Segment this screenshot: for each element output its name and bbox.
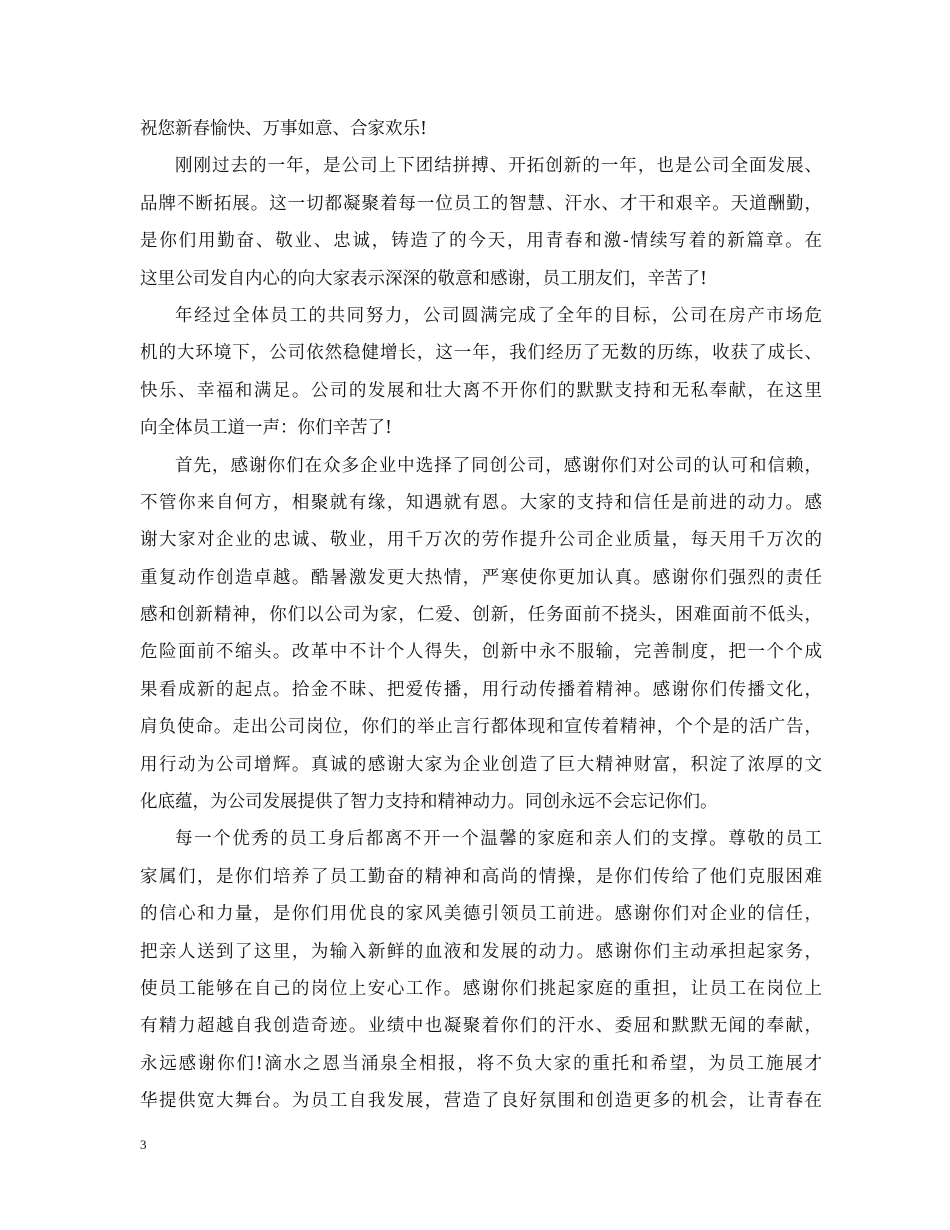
text-line: 快乐、幸福和满足。公司的发展和壮大离不开你们的默默支持和无私奉献，在这里	[140, 380, 822, 401]
text-line: 的信心和力量，是你们用优良的家风美德引领员工前进。感谢你们对企业的信任，	[140, 904, 822, 925]
text-line: 向全体员工道一声：你们辛苦了!	[140, 418, 393, 439]
text-line: 是你们用勤奋、敬业、忠诚，铸造了的今天，用青春和激-情续写着的新篇章。在	[140, 231, 822, 252]
text-line: 华提供宽大舞台。为员工自我发展，营造了良好氛围和创造更多的机会，让青春在	[140, 1091, 822, 1112]
text-line: 肩负使命。走出公司岗位，你们的举止言行都体现和宣传着精神，个个是的活广告，	[140, 717, 822, 738]
text-line: 家属们，是你们培养了员工勤奋的精神和高尚的情操，是你们传给了他们克服困难	[140, 866, 822, 887]
text-line: 首先，感谢你们在众多企业中选择了同创公司，感谢你们对公司的认可和信赖，	[175, 455, 822, 476]
text-line: 祝您新春愉快、万事如意、合家欢乐!	[140, 119, 428, 139]
text-line: 化底蕴，为公司发展提供了智力支持和精神动力。同创永远不会忘记你们。	[140, 792, 718, 813]
text-line: 这里公司发自内心的向大家表示深深的敬意和感谢，员工朋友们，辛苦了!	[140, 268, 708, 289]
text-line: 重复动作创造卓越。酷暑激发更大热情，严寒使你更加认真。感谢你们强烈的责任	[140, 567, 822, 588]
text-line: 果看成新的起点。拾金不昧、把爱传播，用行动传播着精神。感谢你们传播文化，	[140, 679, 822, 700]
text-line: 年经过全体员工的共同努力，公司圆满完成了全年的目标，公司在房产市场危	[175, 305, 822, 326]
text-line: 有精力超越自我创造奇迹。业绩中也凝聚着你们的汗水、委屈和默默无闻的奉献，	[140, 1016, 822, 1037]
text-line: 品牌不断拓展。这一切都凝聚着每一位员工的智慧、汗水、才干和艰辛。天道酬勤，	[140, 193, 822, 214]
text-line: 用行动为公司增辉。真诚的感谢大家为企业创造了巨大精神财富，积淀了浓厚的文	[140, 754, 822, 775]
document-body	[140, 111, 822, 1121]
text-line: 把亲人送到了这里，为输入新鲜的血液和发展的动力。感谢你们主动承担起家务，	[140, 941, 822, 962]
text-line: 永远感谢你们!滴水之恩当涌泉全相报，将不负大家的重托和希望，为员工施展才	[140, 1053, 822, 1074]
text-line: 不管你来自何方，相聚就有缘，知遇就有恩。大家的支持和信任是前进的动力。感	[140, 492, 822, 513]
text-line: 谢大家对企业的忠诚、敬业，用千万次的劳作提升公司企业质量，每天用千万次的	[140, 530, 822, 551]
text-line: 每一个优秀的员工身后都离不开一个温馨的家庭和亲人们的支撑。尊敬的员工	[175, 829, 822, 850]
page-number: 3	[140, 1137, 147, 1152]
text-line: 机的大环境下，公司依然稳健增长，这一年，我们经历了无数的历练，收获了成长、	[140, 343, 822, 364]
text-line: 刚刚过去的一年，是公司上下团结拼搏、开拓创新的一年，也是公司全面发展、	[175, 156, 822, 177]
text-line: 使员工能够在自己的岗位上安心工作。感谢你们挑起家庭的重担，让员工在岗位上	[140, 978, 822, 999]
text-line: 危险面前不缩头。改革中不计个人得失，创新中永不服输，完善制度，把一个个成	[140, 642, 822, 663]
text-line: 感和创新精神，你们以公司为家，仁爱、创新，任务面前不挠头，困难面前不低头，	[140, 605, 822, 626]
